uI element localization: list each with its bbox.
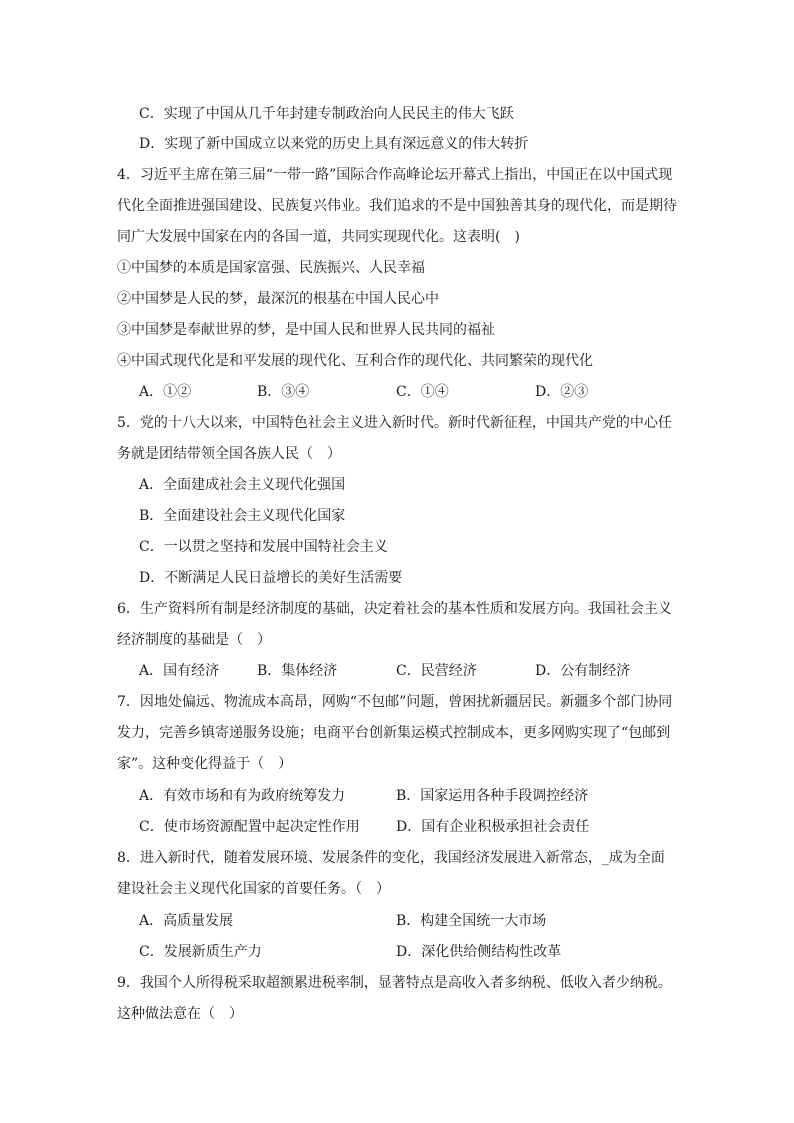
q8-option-d: D．深化供给侧结构性改革 xyxy=(396,944,562,960)
q6-option-c: C．民营经济 xyxy=(396,663,477,679)
q7-stem-line-2: 发力，完善乡镇寄递服务设施；电商平台创新集运模式控制成本，更多网购实现了“包邮到 xyxy=(117,725,671,741)
q9-stem-line-1: 9．我国个人所得税采取超额累进税率制，显著特点是高收入者多纳税、低收入者少纳税。 xyxy=(117,975,672,991)
q5-stem-line-1: 5．党的十八大以来，中国特色社会主义进入新时代。新时代新征程，中国共产党的中心任 xyxy=(117,415,672,431)
q7-option-c: C．使市场资源配置中起决定性作用 xyxy=(139,819,360,835)
q6-stem-line-2: 经济制度的基础是（ ） xyxy=(117,632,271,648)
q6-option-b: B．集体经济 xyxy=(257,663,338,679)
q5-option-a: A．全面建成社会主义现代化强国 xyxy=(139,477,346,493)
q4-statement-4: ④中国式现代化是和平发展的现代化、互利合作的现代化、共同繁荣的现代化 xyxy=(117,353,593,369)
q4-stem-line-2: 代化全面推进强国建设、民族复兴伟业。我们追求的不是中国独善其身的现代化，而是期待 xyxy=(117,198,677,214)
q4-statement-2: ②中国梦是人民的梦，最深沉的根基在中国人民心中 xyxy=(117,291,439,307)
q6-option-a: A．国有经济 xyxy=(139,663,220,679)
q4-option-b: B．③④ xyxy=(257,384,310,400)
q7-stem-line-3: 家”。这种变化得益于（ ） xyxy=(117,756,293,772)
q7-option-b: B．国家运用各种手段调控经济 xyxy=(396,788,589,804)
q6-option-d: D．公有制经济 xyxy=(535,663,631,679)
q5-option-d: D．不断满足人民日益增长的美好生活需要 xyxy=(139,570,403,586)
q5-option-c: C．一以贯之坚持和发展中国特社会主义 xyxy=(139,539,388,555)
q8-option-b: B．构建全国统一大市场 xyxy=(396,913,547,929)
q3-option-c: C．实现了中国从几千年封建专制政治向人民民主的伟大飞跃 xyxy=(139,106,514,122)
q4-stem-line-1: 4．习近平主席在第三届“一带一路”国际合作高峰论坛开幕式上指出，中国正在以中国式现 xyxy=(117,167,673,183)
q5-option-b: B．全面建设社会主义现代化国家 xyxy=(139,508,346,524)
q4-option-c: C．①④ xyxy=(396,384,449,400)
q8-option-c: C．发展新质生产力 xyxy=(139,944,262,960)
q7-option-d: D．国有企业积极承担社会责任 xyxy=(396,819,590,835)
q4-statement-1: ①中国梦的本质是国家富强、民族振兴、人民幸福 xyxy=(117,260,425,276)
q5-stem-line-2: 务就是团结带领全国各族人民（ ） xyxy=(117,446,341,462)
q3-option-d: D．实现了新中国成立以来党的历史上具有深远意义的伟大转折 xyxy=(139,136,529,152)
q8-option-a: A．高质量发展 xyxy=(139,913,234,929)
q4-option-d: D．②③ xyxy=(535,384,589,400)
q9-stem-line-2: 这种做法意在（ ） xyxy=(117,1006,243,1022)
q8-stem-line-1: 8．进入新时代，随着发展环境、发展条件的变化，我国经济发展进入新常态，_成为全面 xyxy=(117,850,665,866)
q7-option-a: A．有效市场和有为政府统筹发力 xyxy=(139,788,346,804)
q6-stem-line-1: 6．生产资料所有制是经济制度的基础，决定着社会的基本性质和发展方向。我国社会主义 xyxy=(117,601,672,617)
q7-stem-line-1: 7．因地处偏远、物流成本高昂，网购“不包邮”问题，曾困扰新疆居民。新疆多个部门协同 xyxy=(117,694,673,710)
q4-option-a: A．①② xyxy=(139,384,192,400)
q4-statement-3: ③中国梦是奉献世界的梦，是中国人民和世界人民共同的福祉 xyxy=(117,322,495,338)
q8-stem-line-2: 建设社会主义现代化国家的首要任务。（ ） xyxy=(117,881,390,897)
q4-stem-line-3: 同广大发展中国家在内的各国一道，共同实现现代化。这表明( ) xyxy=(117,229,520,245)
